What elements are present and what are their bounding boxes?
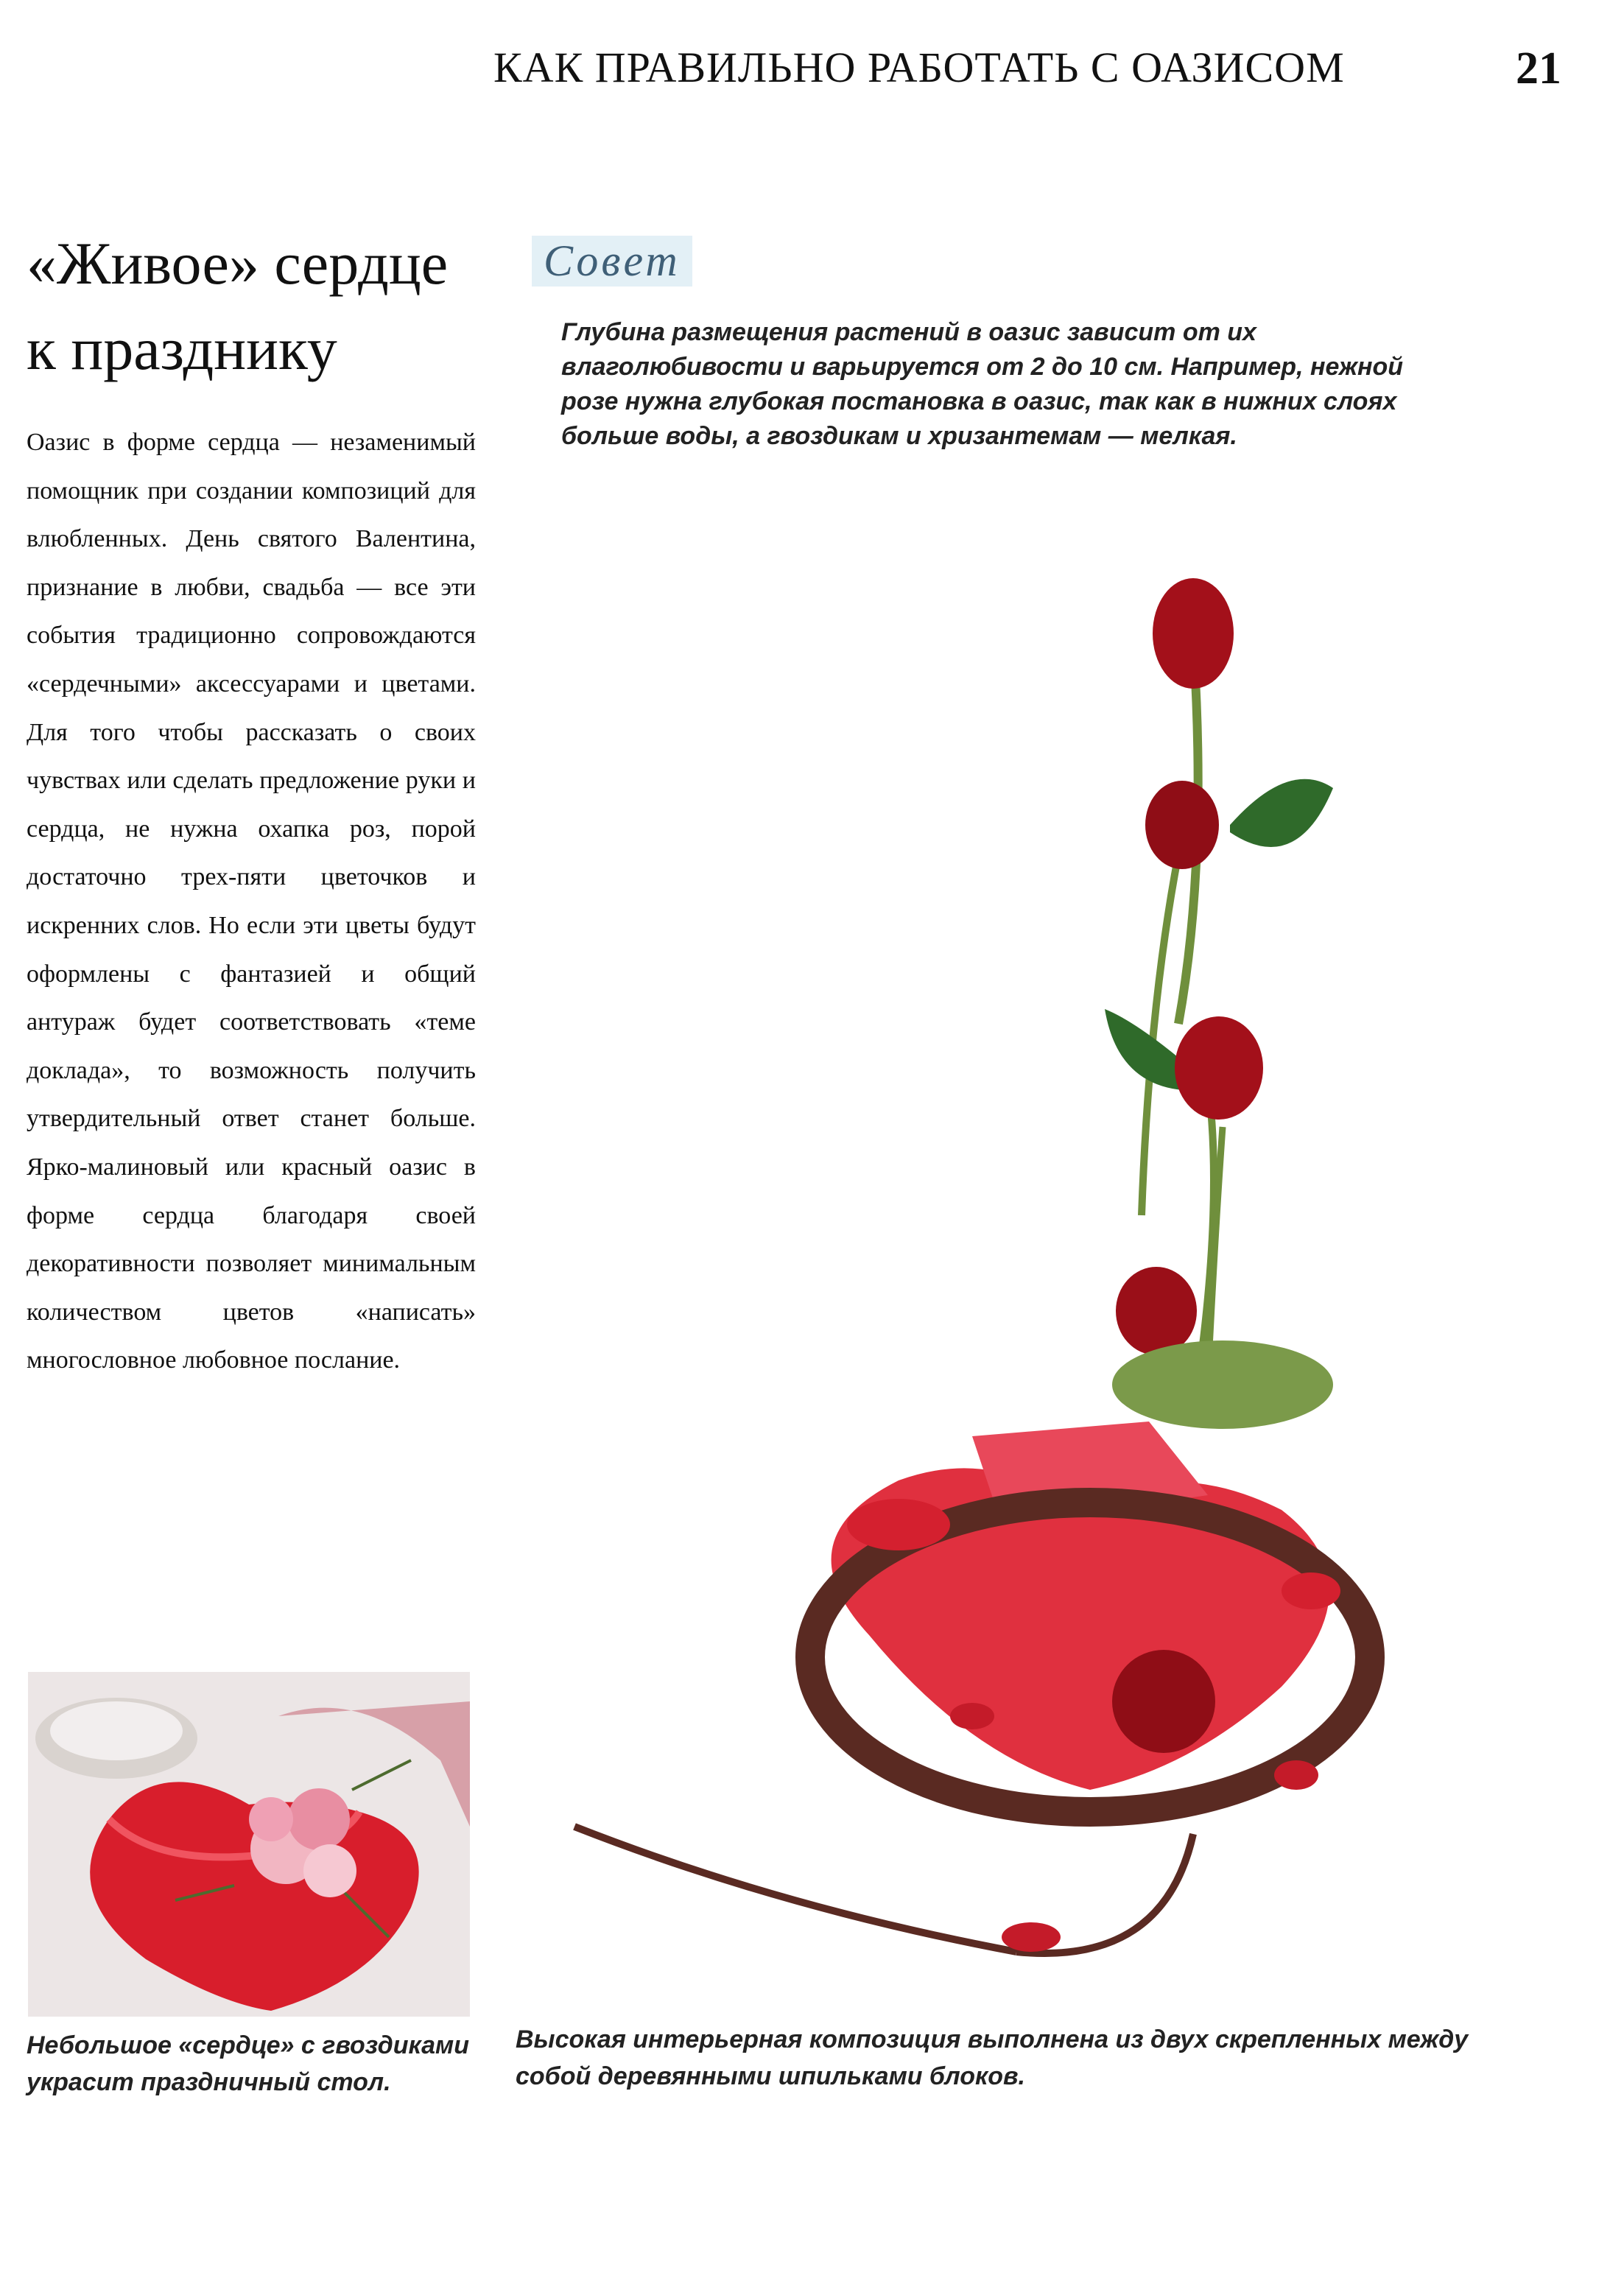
running-title: КАК ПРАВИЛЬНО РАБОТАТЬ С ОАЗИСОМ <box>493 43 1345 91</box>
small-heart-photo <box>28 1672 470 2017</box>
article-title <box>27 221 498 392</box>
small-photo-caption: Небольшое «сердце» с гвоздиками украсит праздничный стол. <box>27 2031 469 2096</box>
title-line-2: к празднику <box>27 315 337 382</box>
tip-text: Глубина размещения растений в оазис зависит от их влаголюбивости и варьируется от 2 до 10 см. Например, нежной розе нужна глубокая постановка в оазис, так как в нижних слоях больше воды, а гвоздикам и хризантемам — мелкая. <box>561 318 1404 450</box>
large-photo-caption: Высокая интерьерная композиция выполнена из двух скрепленных между собой деревянными шпильками блоков. <box>516 2025 1469 2090</box>
rose-composition-photo <box>560 567 1399 2003</box>
article-body: Оазис в форме сердца — незаменимый помощник при создании композиций для влюбленных. День святого Валентина, признание в любви, свадьба — все эти события традиционно сопровождаются «сердечными» аксессуарами и цветами. Для того чтобы рассказать о своих чувствах или сделать предложение руки и сердца, не нужна охапка роз, порой достаточно трех-пяти цветочков и искренних слов. Но если эти цветы будут оформлены с фантазией и общий антураж будет соответствовать «теме доклада», то возможность получить утвердительный ответ станет больше. Ярко-малиновый или красный оазис в форме сердца благодаря своей декоративности позволяет минимальным количеством цветов «написать» многословное любовное послание. <box>27 429 476 1374</box>
tip-label: Совет <box>532 236 692 287</box>
page-number: 21 <box>1516 43 1561 94</box>
title-line-1: «Живое» сердце <box>27 230 449 297</box>
